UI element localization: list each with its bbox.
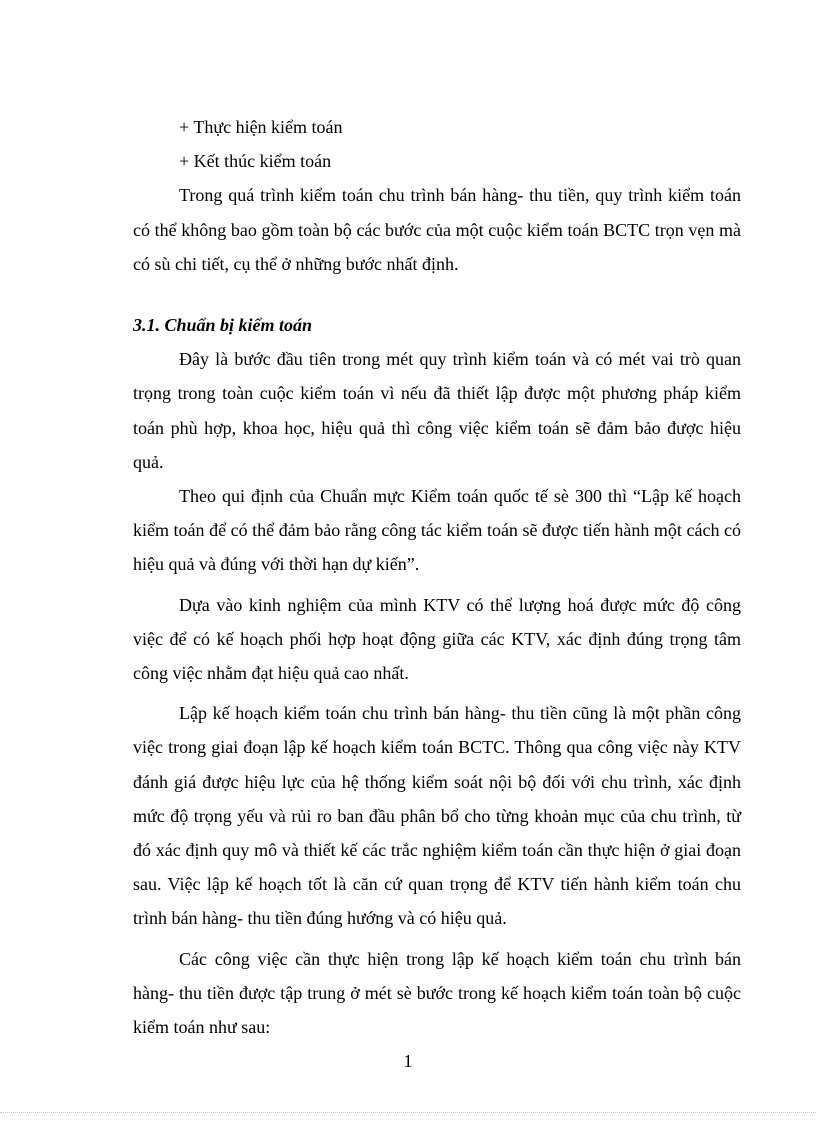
page-number: 1: [403, 1051, 413, 1071]
paragraph: Dựa vào kinh nghiệm của mình KTV có thể lượng hoá được mức độ công việc để có kế hoạch phối hợp hoạt động giữa các KTV, xác định đúng trọng tâm công việc nhằm đạt hiệu quả cao nhất.: [133, 594, 741, 684]
paragraph: Lập kế hoạch kiểm toán chu trình bán hàng- thu tiền cũng là một phần công việc trong giai đoạn lập kế hoạch kiểm toán BCTC. Thông qua công việc này KTV đánh giá được hiệu lực của hệ thống kiểm soát nội bộ đối với chu trình, xác định mức độ trọng yếu và rủi ro ban đầu phân bổ cho từng khoản mục của chu trình, từ đó xác định quy mô và thiết kế các trắc nghiệm kiểm toán cần thực hiện ở giai đoạn sau. Việc lập kế hoạch tốt là căn cứ quan trọng để KTV tiến hành kiểm toán chu trình bán hàng- thu tiền đúng hướng và có hiệu quả.: [133, 703, 741, 929]
intro-paragraph: Trong quá trình kiểm toán chu trình bán hàng- thu tiền, quy trình kiểm toán có thể không bao gồm toàn bộ các bước của một cuộc kiểm toán BCTC trọn vẹn mà có sù chi tiết, cụ thể ở những bước nhất định.: [133, 185, 741, 274]
body-text: [133, 110, 741, 1044]
paragraph: Các công việc cần thực hiện trong lập kế hoạch kiểm toán chu trình bán hàng- thu tiền được tập trung ở mét sè bước trong kế hoạch kiểm toán toàn bộ cuộc kiểm toán như sau:: [133, 948, 741, 1038]
paragraph: Đây là bước đầu tiên trong mét quy trình kiểm toán và có mét vai trò quan trọng trong toàn cuộc kiểm toán vì nếu đã thiết lập được một phương pháp kiểm toán phù hợp, khoa học, hiệu quả thì công việc kiểm toán sẽ đảm bảo được hiệu quả.: [133, 349, 741, 472]
paragraph: Theo qui định của Chuẩn mực Kiểm toán quốc tế sè 300 thì “Lập kế hoạch kiểm toán để có thể đảm bảo rằng công tác kiểm toán sẽ được tiến hành một cách có hiệu quả và đúng với thời hạn dự kiến”.: [133, 486, 741, 575]
section-heading: 3.1. Chuẩn bị kiểm toán: [133, 315, 313, 336]
bullet-item: + Thực hiện kiểm toán: [179, 117, 343, 137]
bullet-item: + Kết thúc kiểm toán: [179, 151, 332, 172]
page-bottom-edge: [0, 1112, 816, 1113]
